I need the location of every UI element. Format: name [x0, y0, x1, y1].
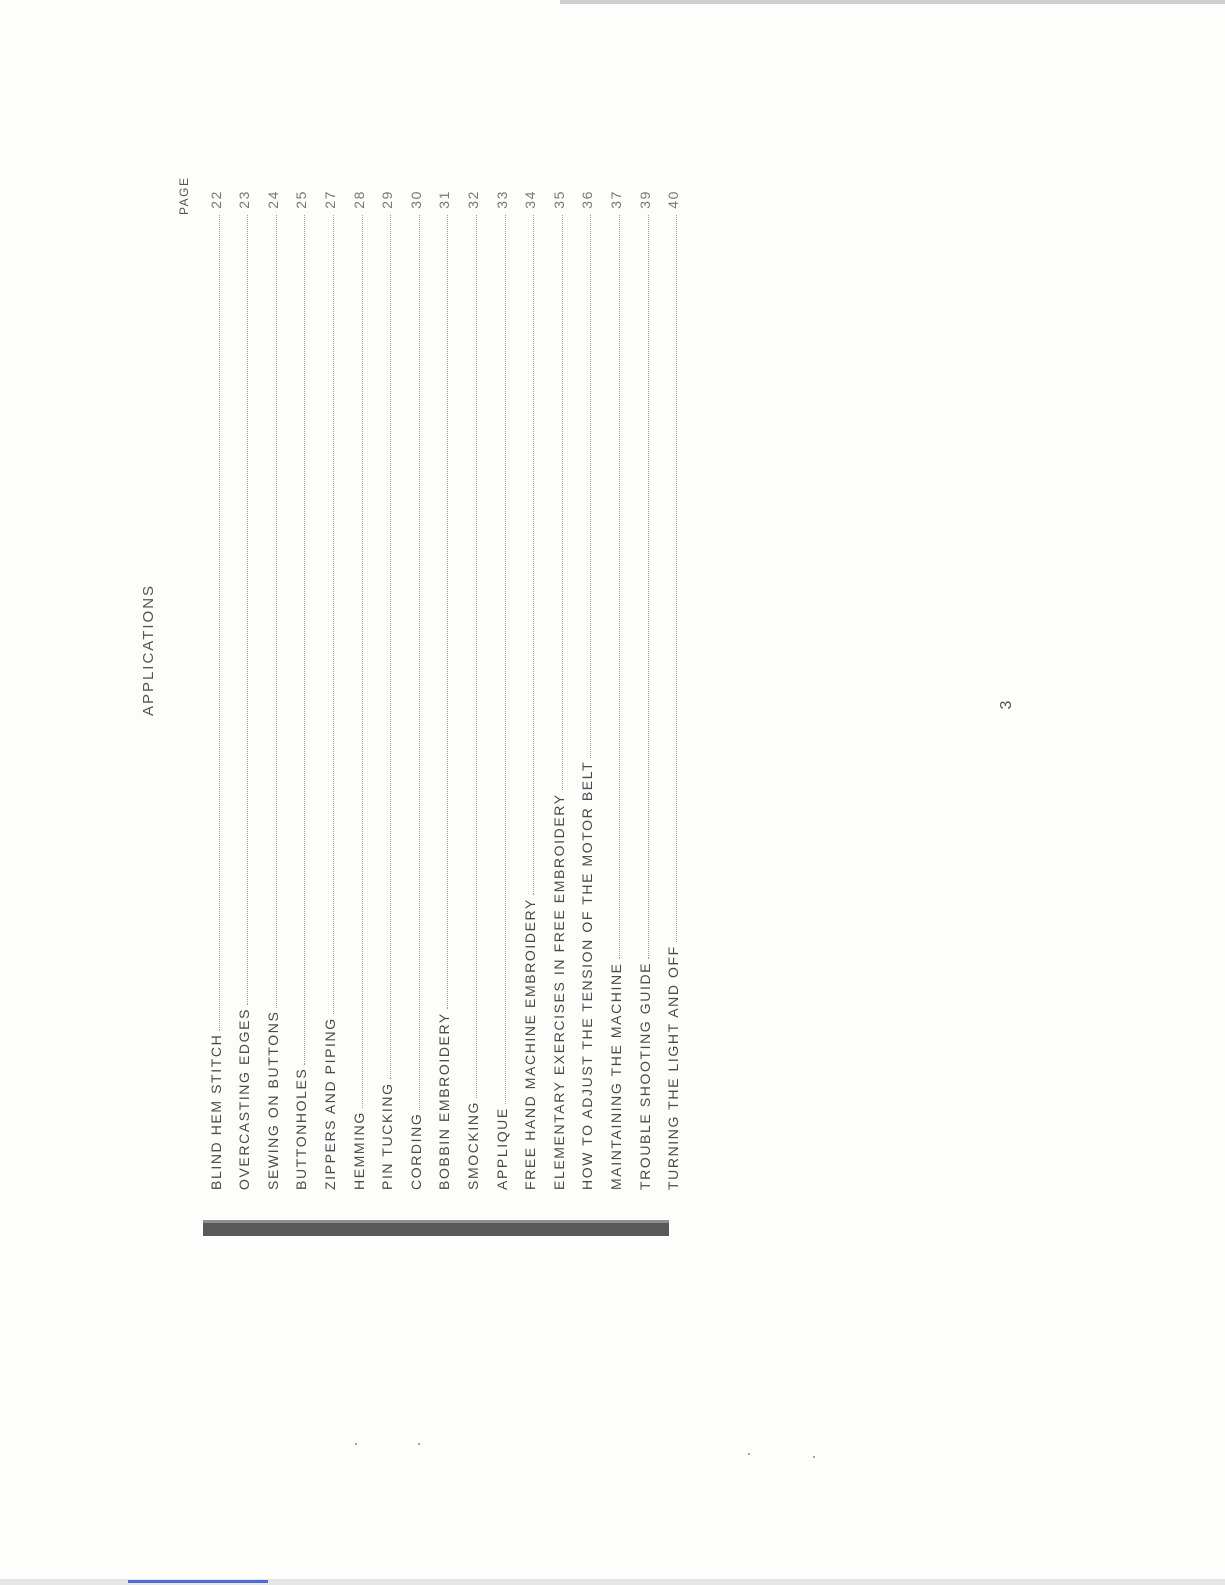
- entry-title: FREE HAND MACHINE EMBROIDERY: [522, 898, 539, 1190]
- entry-page: 39: [636, 190, 653, 209]
- entry-title: HOW TO ADJUST THE TENSION OF THE MOTOR BELT: [579, 760, 596, 1190]
- scan-speck: [418, 1443, 420, 1445]
- entry-title: BOBBIN EMBROIDERY: [436, 1012, 453, 1190]
- dot-leader: [447, 215, 448, 1009]
- list-item: [624, 190, 653, 1190]
- dot-leader: [619, 215, 620, 959]
- page-column-label: PAGE: [177, 176, 191, 215]
- entry-title: BLIND HEM STITCH: [207, 1033, 224, 1190]
- list-item: [309, 190, 338, 1190]
- list-item: [281, 190, 310, 1190]
- entry-page: 33: [493, 190, 510, 209]
- dot-leader: [505, 215, 506, 1104]
- list-item: [224, 190, 253, 1190]
- entry-page: 40: [665, 190, 682, 209]
- entry-title: HEMMING: [350, 1111, 367, 1190]
- scan-speck: [355, 1443, 357, 1445]
- list-item: [538, 190, 567, 1190]
- scan-speck: [813, 1456, 815, 1458]
- dot-leader: [590, 215, 591, 758]
- margin-bar-highlight: [203, 1220, 669, 1223]
- dot-leader: [476, 215, 477, 1098]
- dot-leader: [276, 215, 277, 1008]
- contents-block: [140, 176, 682, 1190]
- dot-leader: [390, 215, 391, 1079]
- margin-bar: [203, 1222, 669, 1236]
- entry-title: TURNING THE LIGHT AND OFF: [665, 945, 682, 1190]
- entry-page: 22: [207, 190, 224, 209]
- dot-leader: [304, 215, 305, 1065]
- entry-page: 30: [407, 190, 424, 209]
- entry-page: 24: [264, 190, 281, 209]
- list-item: [595, 190, 624, 1190]
- dot-leader: [562, 215, 563, 790]
- entry-page: 35: [550, 190, 567, 209]
- entry-title: PIN TUCKING: [379, 1082, 396, 1190]
- entry-title: SMOCKING: [464, 1100, 481, 1190]
- entry-title: MAINTAINING THE MACHINE: [607, 962, 624, 1190]
- list-item: [338, 190, 367, 1190]
- section-heading: APPLICATIONS: [140, 583, 157, 717]
- dot-leader: [419, 215, 420, 1110]
- entry-page: 25: [293, 190, 310, 209]
- list-item: [252, 190, 281, 1190]
- entry-title: OVERCASTING EDGES: [236, 1007, 253, 1190]
- list-item: [367, 190, 396, 1190]
- entry-page: 37: [607, 190, 624, 209]
- entry-page: 27: [321, 190, 338, 209]
- list-item: [653, 190, 682, 1190]
- entry-page: 23: [236, 190, 253, 209]
- entry-page: 29: [379, 190, 396, 209]
- contents-list: [195, 190, 681, 1190]
- entry-title: BUTTONHOLES: [293, 1067, 310, 1190]
- dot-leader: [333, 215, 334, 1014]
- scan-edge-top: [560, 0, 1225, 4]
- entry-title: TROUBLE SHOOTING GUIDE: [636, 961, 653, 1190]
- dot-leader: [648, 215, 649, 959]
- entry-page: 28: [350, 190, 367, 209]
- entry-page: 32: [464, 190, 481, 209]
- list-item: [395, 190, 424, 1190]
- list-item: [424, 190, 453, 1190]
- entry-title: ELEMENTARY EXERCISES IN FREE EMBROIDERY: [550, 793, 567, 1190]
- list-item: [481, 190, 510, 1190]
- dot-leader: [676, 215, 677, 942]
- dot-leader: [247, 215, 248, 1005]
- entry-title: ZIPPERS AND PIPING: [321, 1017, 338, 1190]
- list-item: [567, 190, 596, 1190]
- scan-edge-accent: [128, 1580, 268, 1583]
- list-item: [195, 190, 224, 1190]
- page-number: 3: [998, 700, 1015, 710]
- entry-title: SEWING ON BUTTONS: [264, 1010, 281, 1190]
- list-item: [452, 190, 481, 1190]
- list-item: [510, 190, 539, 1190]
- entry-page: 31: [436, 190, 453, 209]
- entry-page: 34: [522, 190, 539, 209]
- dot-leader: [362, 215, 363, 1108]
- dot-leader: [219, 215, 220, 1031]
- entry-title: APPLIQUE: [493, 1107, 510, 1190]
- scan-speck: [748, 1453, 750, 1455]
- entry-title: CORDING: [407, 1112, 424, 1190]
- dot-leader: [533, 215, 534, 895]
- entry-page: 36: [579, 190, 596, 209]
